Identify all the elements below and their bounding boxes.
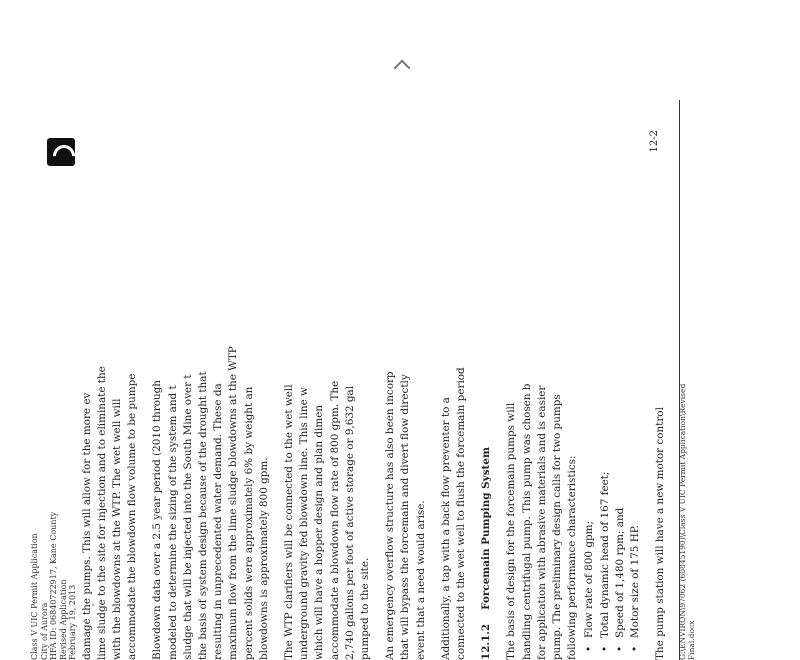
text-line: that will bypass the forcemain and divert flow directly xyxy=(399,374,412,660)
text-line: event that a need would arise. xyxy=(414,500,427,660)
list-item: • Flow rate of 800 gpm; xyxy=(582,100,597,638)
section-title: Forcemain Pumping System xyxy=(480,447,493,610)
rotated-document-sheet xyxy=(30,100,720,660)
text-line: accommodate the blowdown flow volume to be pumpe xyxy=(126,373,139,660)
pump-paragraph xyxy=(504,100,580,660)
text-line: pumped to the site. xyxy=(358,557,371,660)
text-line: for application with abrasive materials and is easier xyxy=(535,385,548,660)
document-header xyxy=(30,100,78,660)
text-line: connected to the wet well to flush the forcemain period xyxy=(454,367,467,660)
section-heading xyxy=(479,100,494,660)
header-line: HFA ID: 06840722917, Kane County xyxy=(49,511,58,660)
list-item: • Motor size of 175 HP. xyxy=(628,100,643,638)
text-line: Additionally, a tap with a back flow preventer to a xyxy=(439,397,452,660)
text-line: The pump station will have a new motor control xyxy=(654,407,667,660)
tap-paragraph xyxy=(439,100,469,660)
footer-line: G:\ENVIRON\97062 (60845190)\Class V UIC Permit Application\Revised xyxy=(678,383,687,660)
text-line: following performance characteristics: xyxy=(566,455,579,660)
performance-bullet-list xyxy=(582,100,643,638)
text-line: The basis of design for the forcemain pumps will xyxy=(505,402,518,660)
page-number: 12-2 xyxy=(648,130,660,153)
text-line: with the blowdowns at the WTP. The wet well will xyxy=(110,398,123,660)
text-line: blowdowns is approximately 800 gpm. xyxy=(257,457,270,660)
text-line: lime sludge to the site for injection and to eliminate the xyxy=(95,366,108,660)
intro-paragraph xyxy=(80,100,141,660)
text-line: the basis of system design because of the drought that xyxy=(196,371,209,660)
wtp-paragraph xyxy=(282,100,373,660)
text-line: An emergency overflow structure has also been incorp xyxy=(384,371,397,660)
blowdown-paragraph xyxy=(150,100,272,660)
text-line: resulting in unprecedented water demand. These da xyxy=(212,383,225,660)
text-line: sludge that will be injected into the South Mine over t xyxy=(181,374,194,660)
header-line: Class V UIC Permit Application xyxy=(30,533,39,660)
header-line: February 19, 2013 xyxy=(68,584,77,660)
file-path-footer xyxy=(678,384,696,660)
text-line: Blowdown data over a 2.5 year period (2010 through xyxy=(151,379,164,660)
list-item: • Total dynamic head of 167 feet; xyxy=(598,100,613,638)
closing-paragraph xyxy=(653,100,668,660)
section-number: 12.1.2 xyxy=(480,623,493,660)
header-line: Revised Application xyxy=(58,579,68,660)
list-item: • Speed of 1,480 rpm; and xyxy=(613,100,628,638)
text-line: pump. The preliminary design calls for two pumps xyxy=(550,394,563,660)
chevron-up-icon xyxy=(394,60,411,77)
text-line: underground gravity fed blowdown line. This line w xyxy=(298,387,311,660)
text-line: modeled to determine the sizing of the system and t xyxy=(166,385,179,660)
header-line: City of Aurora xyxy=(39,602,49,660)
footer-line: Final.docx xyxy=(687,620,696,660)
text-line: accommodate a blowdown flow rate of 800 gpm. The xyxy=(328,380,341,660)
text-line: percent solids were approximately 6% by weight an xyxy=(242,386,255,660)
text-line: maximum flow from the lime sludge blowdowns at the WTP xyxy=(227,346,240,660)
text-line: which will have a hopper design and plan dimen xyxy=(313,404,326,660)
text-line: 2,740 gallons per foot of active storage or 9,632 gal xyxy=(343,385,356,660)
text-line: The WTP clarifiers will be connected to the wet well xyxy=(282,384,295,660)
text-line: damage the pumps. This will allow for the more ev xyxy=(80,392,93,660)
text-line: handling centrifugal pump. This pump was chosen b xyxy=(520,383,533,660)
overflow-paragraph xyxy=(383,100,429,660)
